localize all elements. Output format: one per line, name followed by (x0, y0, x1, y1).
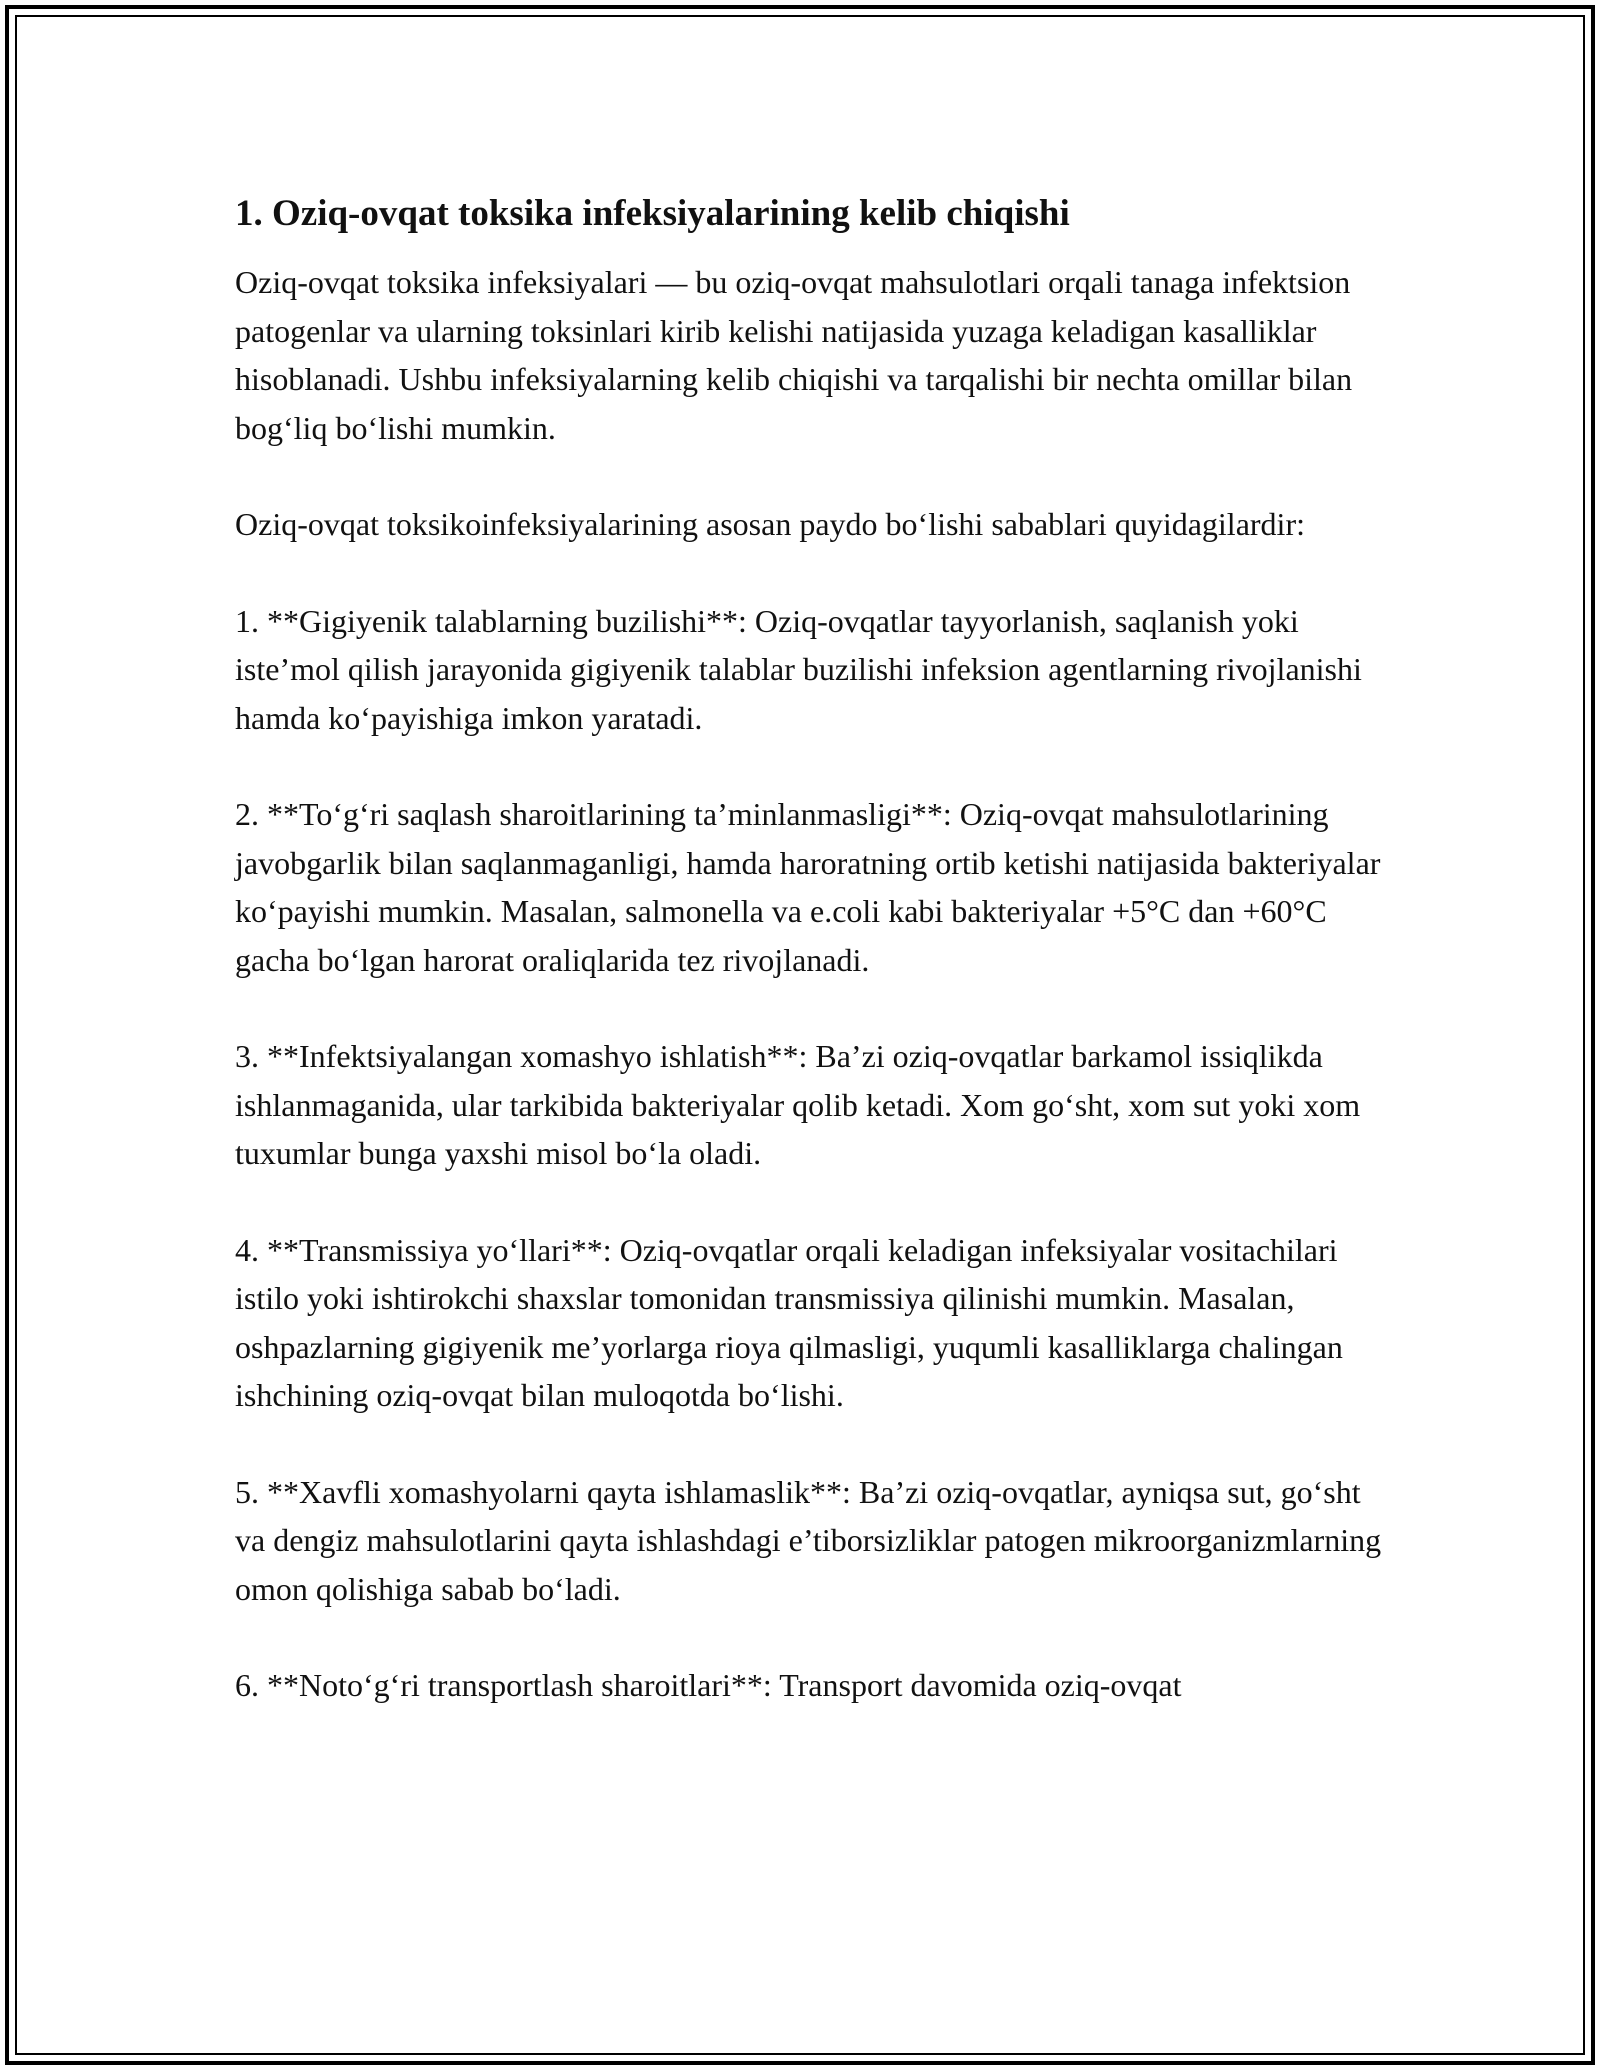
causes-intro-paragraph: Oziq-ovqat toksikoinfeksiyalarining asosan paydo bo‘lishi sabablari quyidagilardir: (235, 506, 1305, 542)
cause-item-5: 5. **Xavfli xomashyolarni qayta ishlamaslik**: Ba’zi oziq-ovqatlar, ayniqsa sut, go‘sht va dengiz mahsulotlarini qayta ishlashdagi e’tiborsizliklar patogen mikroorganizmlarning omon qolishiga sabab bo‘ladi. (235, 1473, 1382, 1607)
intro-paragraph: Oziq-ovqat toksika infeksiyalari — bu oziq-ovqat mahsulotlari orqali tanaga infektsion patogenlar va ularning toksinlari kirib kelishi natijasida yuzaga keladigan kasalliklar hisoblanadi. Ushbu infeksiyalarning kelib chiqishi va tarqalishi bir nechta omillar bilan bog‘liq bo‘lishi mumkin. (235, 264, 1353, 446)
cause-item-2: 2. **To‘g‘ri saqlash sharoitlarining ta’minlanmasligi**: Oziq-ovqat mahsulotlarining javobgarlik bilan saqlanmaganligi, hamda haroratning ortib ketishi natijasida bakteriyalar ko‘payishi mumkin. Masalan, salmonella va e.coli kabi bakteriyalar +5°C dan +60°C gacha bo‘lgan harorat oraliqlarida tez rivojlanadi. (235, 796, 1381, 978)
document-body (235, 190, 1385, 1758)
cause-item-1: 1. **Gigiyenik talablarning buzilishi**: Oziq-ovqatlar tayyorlanish, saqlanish yoki iste’mol qilish jarayonida gigiyenik talablar buzilishi infeksion agentlarning rivojlanishi hamda ko‘payishiga imkon yaratadi. (235, 602, 1362, 736)
cause-item-3: 3. **Infektsiyalangan xomashyo ishlatish**: Ba’zi oziq-ovqatlar barkamol issiqlikda ishlanmaganida, ular tarkibida bakteriyalar qolib ketadi. Xom go‘sht, xom sut yoki xom tuxumlar bunga yaxshi misol bo‘la oladi. (235, 1038, 1361, 1171)
cause-item-4: 4. **Transmissiya yo‘llari**: Oziq-ovqatlar orqali keladigan infeksiyalar vositachilari istilo yoki ishtirokchi shaxslar tomonidan transmissiya qilinishi mumkin. Masalan, oshpazlarning gigiyenik me’yorlarga rioya qilmasligi, yuqumli kasalliklarga chalingan ishchining oziq-ovqat bilan muloqotda bo‘lishi. (235, 1231, 1343, 1413)
cause-item-6: 6. **Noto‘g‘ri transportlash sharoitlari**: Transport davomida oziq-ovqat (235, 1667, 1182, 1703)
section-heading: 1. Oziq-ovqat toksika infeksiyalarining kelib chiqishi (235, 193, 1070, 234)
